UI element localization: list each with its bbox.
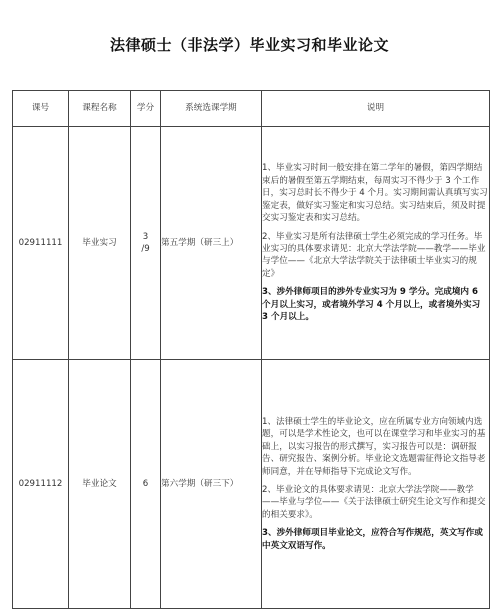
course-code: 02911112 (13, 360, 69, 609)
course-description (262, 127, 490, 360)
course-name: 毕业实习 (69, 127, 131, 360)
header-desc: 说明 (262, 91, 490, 127)
course-credit: 6 (131, 360, 161, 609)
course-description (262, 360, 490, 609)
header-semester: 系统选课学期 (161, 91, 262, 127)
course-credit (131, 127, 161, 360)
table-header-row (13, 91, 490, 127)
description-paragraph: 3、涉外律师项目毕业论文，应符合写作规范，英文写作或中英文双语写作。 (262, 528, 483, 551)
header-name: 课程名称 (69, 91, 131, 127)
description-paragraph: 3、涉外律师项目的涉外专业实习为 9 学分。完成境内 6 个月以上实习，或者境外学习 4 个月以上，或者境外实习 3 个月以上。 (262, 287, 481, 323)
table-row (13, 360, 490, 609)
description-paragraph: 1、毕业实习时间一般安排在第二学年的暑假，第四学期结束后的暑假至第五学期结束，每周实习不得少于 3 个工作日，实习总时长不得少于 4 个月。实习期间需认真填写实习鉴定表，做好实习鉴定和实习总结。实习结束后，须及时提交实习鉴定表和实习总结。 (262, 163, 488, 224)
credit-value-alt: /9 (141, 244, 150, 254)
course-name: 毕业论文 (69, 360, 131, 609)
header-code: 课号 (13, 91, 69, 127)
course-semester: 第六学期（研三下） (161, 360, 262, 609)
header-credit: 学分 (131, 91, 161, 127)
description-paragraph: 1、法律硕士学生的毕业论文，应在所属专业方向领域内选题，可以是学术性论文，也可以在课堂学习和毕业实习的基础上，以实习报告的形式撰写，实习报告可以是：调研报告、研究报告、案例分析。毕业论文选题需征得论文指导老师同意，并在导师指导下完成论文写作。 (262, 416, 486, 477)
credit-value: 3 (142, 231, 149, 242)
page-title: 法律硕士（非法学）毕业实习和毕业论文 (109, 36, 389, 54)
course-table (12, 90, 490, 609)
table-row (13, 127, 490, 360)
description-paragraph: 2、毕业实习是所有法律硕士学生必须完成的学习任务。毕业实习的具体要求请见：北京大学法学院——教学——毕业与学位——《北京大学法学院关于法律硕士毕业实习的规定》 (262, 231, 486, 279)
course-semester: 第五学期（研三上） (161, 127, 262, 360)
description-paragraph: 2、毕业论文的具体要求请见：北京大学法学院——教学——毕业与学位——《关于法律硕士研究生论文写作和提交的相关要求》。 (262, 485, 486, 520)
course-code: 02911111 (13, 127, 69, 360)
